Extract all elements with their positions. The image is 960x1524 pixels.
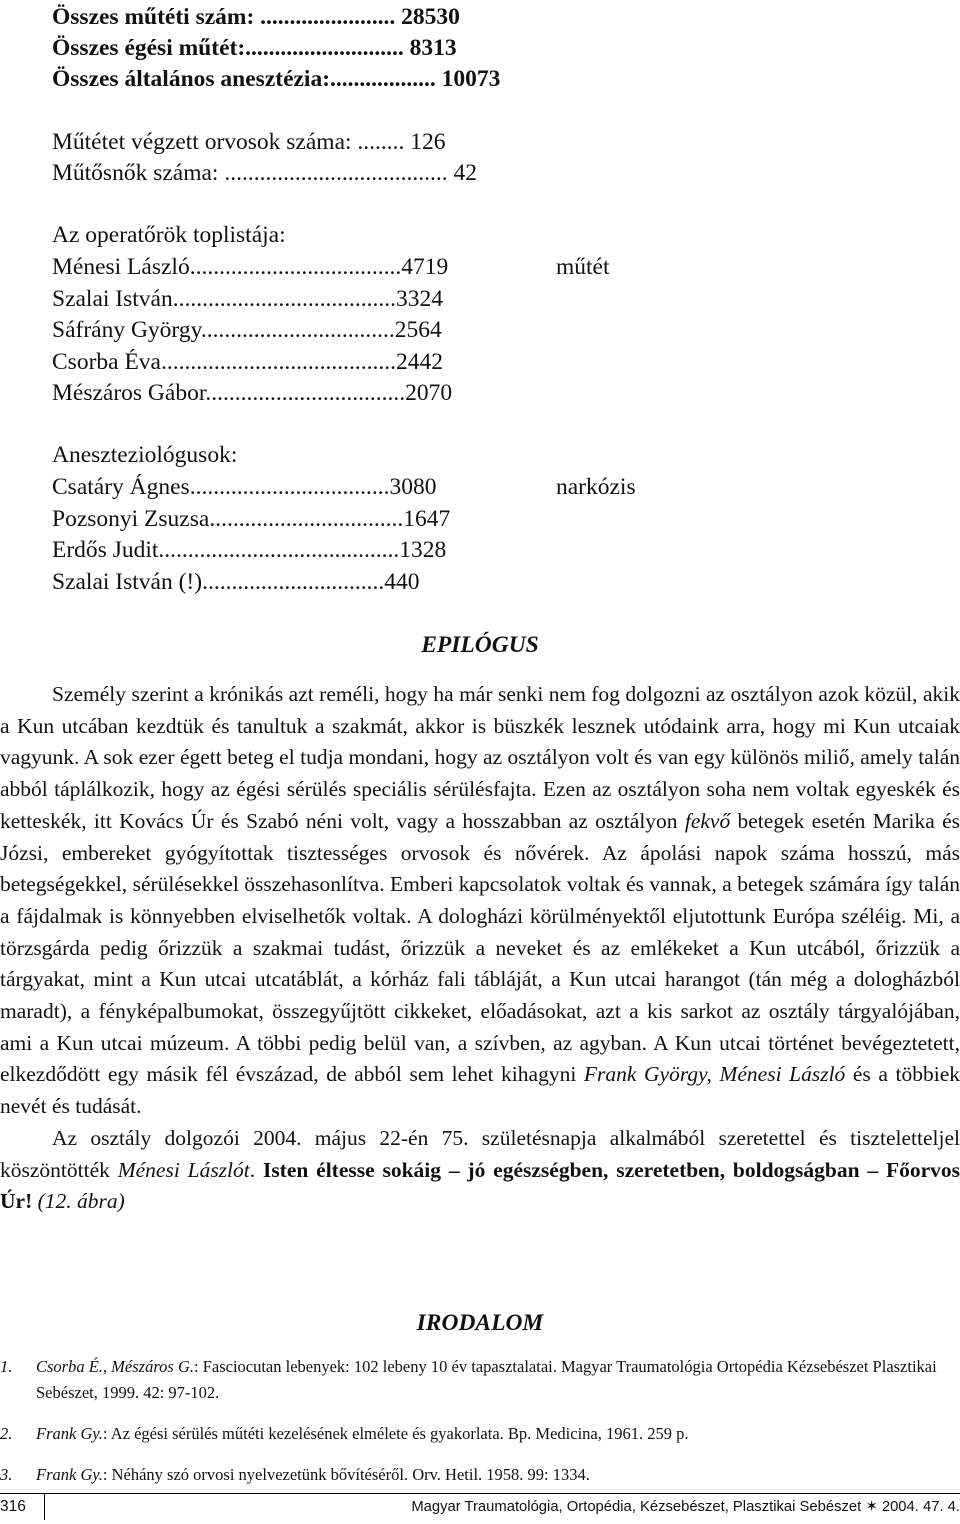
reference-text: : Néhány szó orvosi nyelvezetünk bővítéséről. Orv. Hetil. 1958. 99: 1334. — [102, 1465, 590, 1484]
operators-heading: Az operatőrök toplistája: — [52, 222, 286, 248]
anesthesiologists-heading: Aneszteziológusok: — [52, 442, 238, 468]
reference-number: 3. — [0, 1465, 13, 1484]
count-value: 1647 — [403, 505, 451, 532]
stat-burn-operations: Összes égési műtét:........................... 8313 — [52, 35, 457, 61]
person-name: Csorba Éva — [52, 348, 161, 375]
person-name: Csatáry Ágnes — [52, 474, 190, 500]
person-name: Mészáros Gábor — [52, 380, 206, 406]
person-name: Szalai István — [52, 285, 173, 312]
list-item — [52, 252, 448, 282]
leader-dots: ................................. — [209, 505, 404, 532]
person-name: Ménesi László — [52, 254, 190, 280]
count-value: 1328 — [399, 537, 447, 563]
epilogue-title: EPILÓGUS — [421, 632, 539, 658]
anesthesiologists-side-label: narkózis — [556, 474, 636, 500]
page-number: 316 — [0, 1498, 26, 1515]
leader-dots: ................................. — [200, 317, 395, 343]
count-value: 440 — [384, 568, 420, 595]
epilogue-body — [0, 679, 960, 1218]
journal-citation: Magyar Traumatológia, Ortopédia, Kézsebészet, Plasztikai Sebészet ✶ 2004. 47. 4. — [411, 1499, 960, 1515]
leader-dots: .................................... — [189, 254, 402, 280]
stat-total-operations: Összes műtéti szám: ....................... 28530 — [52, 4, 460, 30]
person-name: Sáfrány György — [52, 317, 201, 343]
person-name: Erdős Judit — [52, 537, 159, 563]
count-value: 4719 — [401, 254, 449, 280]
reference-authors: Csorba É., Mészáros G. — [36, 1357, 194, 1376]
reference-item — [0, 1462, 960, 1488]
reference-number: 2. — [0, 1424, 13, 1443]
list-item — [52, 472, 436, 502]
stat-general-anesthesia: Összes általános anesztézia:.................. 10073 — [52, 66, 501, 92]
leader-dots: .................................. — [189, 474, 390, 500]
leader-dots: ......................................... — [158, 537, 400, 563]
list-item — [52, 378, 452, 408]
leader-dots: ........................................ — [161, 348, 396, 375]
person-name: Pozsonyi Zsuzsa — [52, 505, 210, 532]
count-value: 3080 — [389, 474, 437, 500]
leader-dots: .................................. — [205, 380, 406, 406]
page-footer — [0, 1493, 960, 1524]
list-item — [52, 284, 443, 314]
list-item — [52, 347, 443, 377]
reference-item — [0, 1354, 960, 1406]
list-item — [52, 567, 419, 597]
stat-doctors: Műtétet végzett orvosok száma: ........ 126 — [52, 129, 446, 155]
footer-divider — [44, 1494, 45, 1520]
references-list — [0, 1354, 960, 1503]
list-item — [52, 315, 442, 345]
list-item — [52, 504, 450, 534]
operators-side-label: műtét — [556, 254, 610, 280]
list-item — [52, 535, 446, 565]
stat-nurses: Műtősnők száma: ...................................... 42 — [52, 160, 477, 186]
count-value: 2564 — [394, 317, 442, 343]
reference-text: : Fasciocutan lebenyek: 102 lebeny 10 év tapasztalatai. Magyar Traumatológia Ortopédia Kézsebészet Plasztikai Sebészet, 1999. 42: 97-102. — [36, 1357, 937, 1402]
reference-authors: Frank Gy. — [36, 1424, 103, 1443]
reference-text: : Az égési sérülés műtéti kezelésének elmélete és gyakorlata. Bp. Medicina, 1961. 259 p. — [102, 1424, 689, 1443]
person-name: Szalai István (!) — [52, 568, 203, 595]
epilogue-paragraph-2: Az osztály dolgozói 2004. május 22-én 75. születésnapja alkalmából szeretettel és tiszteletteljel köszöntötték Ménesi Lászlót. Isten éltesse sokáig – jó egészségben, szeretetben, boldogságban – Főorvos Úr! (12. ábra) — [0, 1125, 960, 1214]
count-value: 2442 — [396, 348, 443, 375]
reference-item — [0, 1421, 960, 1447]
reference-number: 1. — [0, 1357, 13, 1376]
reference-authors: Frank Gy. — [36, 1465, 103, 1484]
epilogue-paragraph-1: Személy szerint a krónikás azt reméli, hogy ha már senki nem fog dolgozni az osztályon azok közül, akik a Kun utcában kezdtük és tanultuk a szakmát, akkor is büszkék lesznek utódaink arra, hogy mi Kun utcaiak vagyunk. A sok ezer égett beteg el tudja mondani, hogy az osztályon volt és van egy különös miliő, amely talán abból táplálkozik, hogy az égési sérülés speciális sérülésfajta. Ezen az osztályon soha nem voltak egyeskék és ketteskék, itt Kovács Úr és Szabó néni volt, vagy a hosszabban az osztályon fekvő betegek esetén Marika és Józsi, embereket gyógyítottak tisztességes orvosok és nővérek. Az ápolási napok száma hosszú, más betegségekkel, sérülésekkel összehasonlítva. Emberi kapcsolatok voltak és vannak, a betegek számára így talán a fájdalmak is könnyebben elviselhetők voltak. A dologházi körülményektől eljutottunk Európa széléig. Mi, a törzsgárda pedig őrizzük a szakmai tudást, őrizzük a neveket és az emlékeket a Kun utcából, őrizzük a tárgyakat, mint a Kun utcai utcatáblát, a kórház fali tábláját, a Kun utcai harangot (tán még a dologházból maradt), a fényképalbumokat, összegyűjtött cikkeket, előadásokat, azt a kis sarkot az osztály tárgyalójában, ami a Kun utcai múzeum. A többi pedig belül van, a szívben, az agyban. A Kun utcai történet bevégeztetett, elkezdődött egy másik fél évszázad, de abból sem lehet kihagyni Frank György, Ménesi László és a többiek nevét és tudását. — [0, 682, 960, 1119]
references-title: IRODALOM — [416, 1310, 544, 1336]
count-value: 2070 — [405, 380, 453, 406]
leader-dots: ...................................... — [172, 285, 396, 312]
leader-dots: ............................... — [202, 568, 385, 595]
count-value: 3324 — [395, 285, 443, 312]
